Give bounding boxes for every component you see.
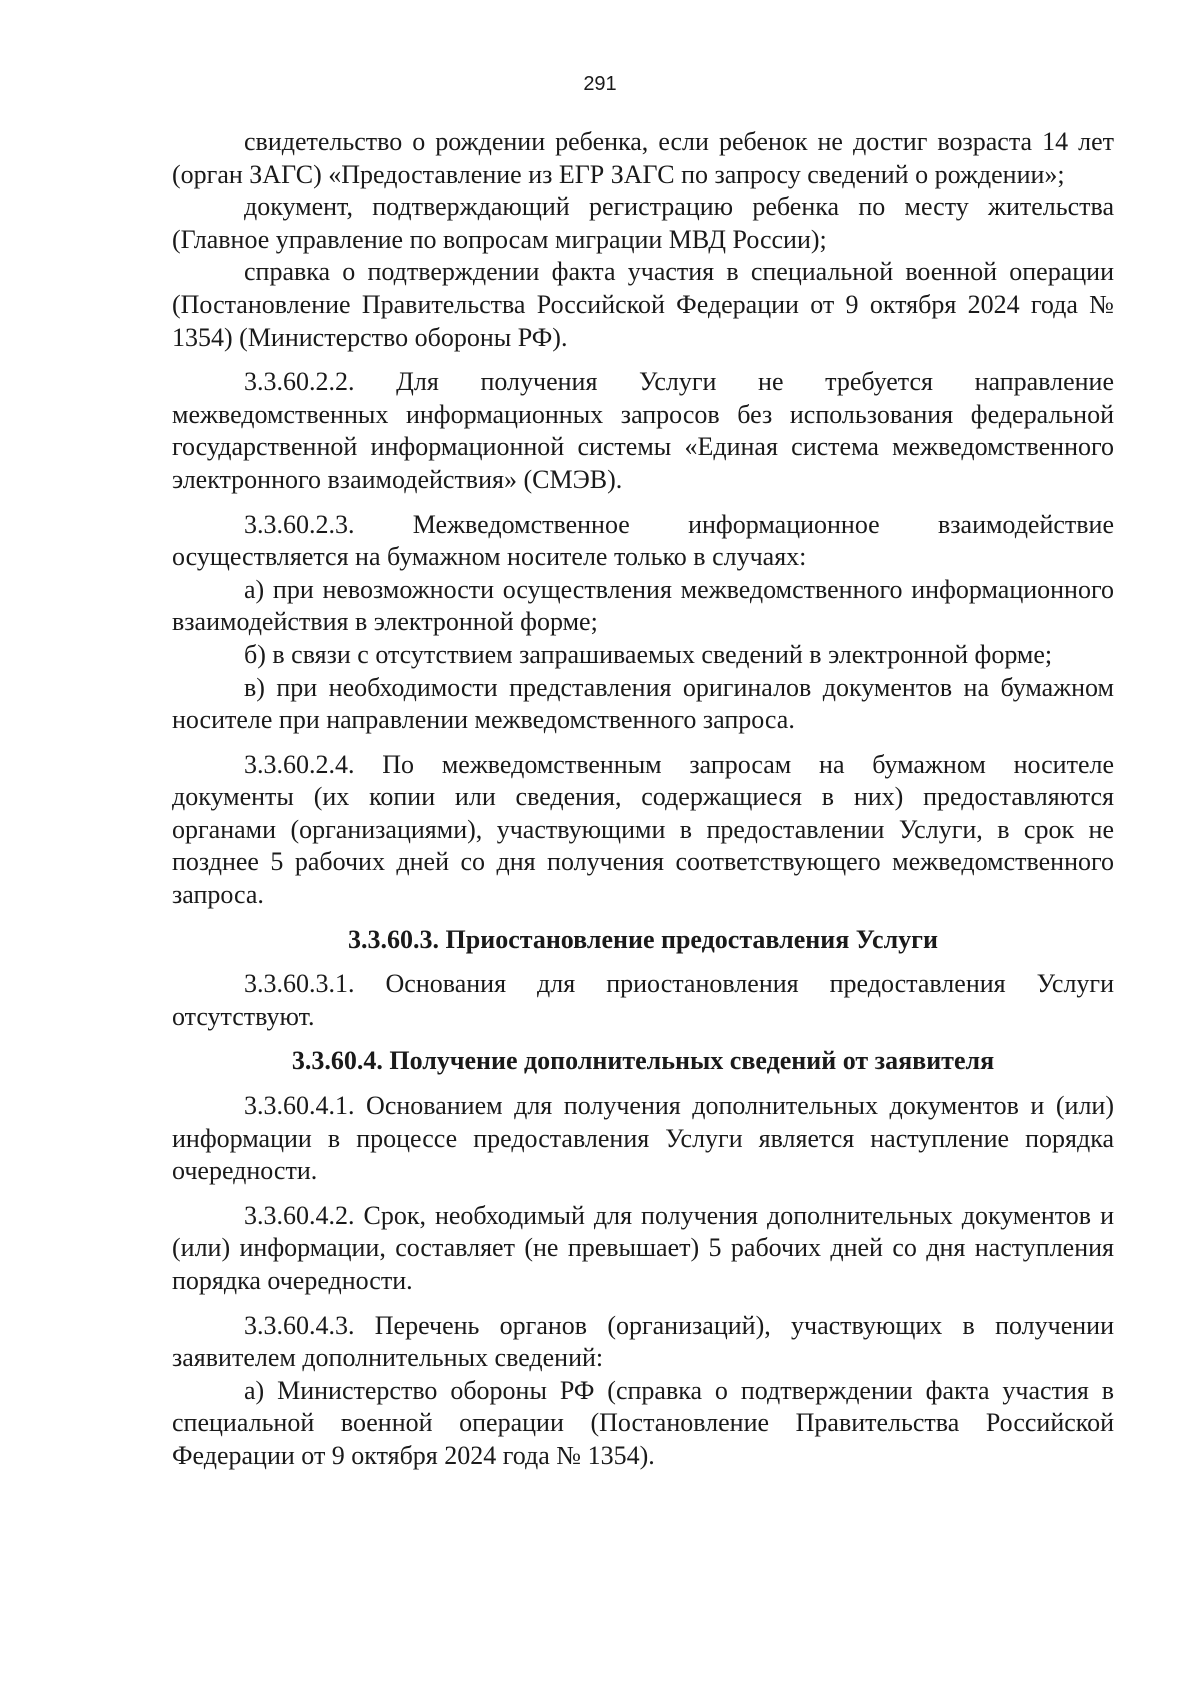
paragraph <box>172 574 1114 639</box>
clause-number: 3.3.60.3.1. <box>244 969 355 999</box>
paragraph-text: По межведомственным запросам на бумажном носителе документы (их копии или сведения, содержащиеся в них) предоставляются органами (организациями), участвующими в предоставлении Услуги, в срок не позднее 5 рабочих дней со дня получения соответствующего межведомственного запроса. <box>172 749 1115 910</box>
page-number: 291 <box>583 73 617 95</box>
paragraph-text: Основания для приостановления предоставления Услуги отсутствуют. <box>172 969 1115 1031</box>
clause-number: в) <box>244 672 265 702</box>
paragraph <box>172 1200 1114 1298</box>
paragraph-text: при необходимости представления оригиналов документов на бумажном носителе при направлении межведомственного запроса. <box>172 672 1114 735</box>
clause-number: 3.3.60.4.1. <box>244 1091 355 1121</box>
paragraph-text: Перечень органов (организаций), участвующих в получении заявителем дополнительных сведений: <box>172 1310 1114 1373</box>
paragraph <box>172 639 1114 672</box>
paragraph <box>172 1375 1114 1473</box>
paragraph-text: свидетельство о рождении ребенка, если ребенок не достиг возраста 14 лет (орган ЗАГС) «Предоставление из ЕГР ЗАГС по запросу сведений о рождении»; <box>172 127 1114 189</box>
section-heading: 3.3.60.4. Получение дополнительных сведений от заявителя <box>291 1046 995 1076</box>
document-body <box>172 126 1114 1473</box>
clause-number: 3.3.60.2.3. <box>244 509 355 539</box>
clause-number: а) <box>244 1375 265 1405</box>
clause-number: 3.3.60.4.3. <box>244 1310 355 1340</box>
paragraph-text: Срок, необходимый для получения дополнительных документов и (или) информации, составляет (не превышает) 5 рабочих дней со дня наступления порядка очередности. <box>172 1200 1114 1295</box>
section-heading: 3.3.60.3. Приостановление предоставления Услуги <box>348 924 938 954</box>
paragraph <box>172 1310 1114 1375</box>
paragraph <box>172 749 1114 912</box>
clause-number: 3.3.60.4.2. <box>244 1200 355 1230</box>
paragraph <box>172 191 1114 256</box>
paragraph <box>172 509 1114 574</box>
paragraph <box>172 256 1114 354</box>
paragraph-text: Министерство обороны РФ (справка о подтверждении факта участия в специальной военной операции (Постановление Правительства Российской Федерации от 9 октября 2024 года № 1354). <box>172 1375 1114 1470</box>
paragraph <box>172 968 1114 1033</box>
paragraph-text: документ, подтверждающий регистрацию ребенка по месту жительства (Главное управление по вопросам миграции МВД России); <box>172 192 1114 254</box>
paragraph <box>172 126 1114 191</box>
paragraph-text: при невозможности осуществления межведомственного информационного взаимодействия в электронной форме; <box>172 574 1114 637</box>
paragraph-text: Основанием для получения дополнительных документов и (или) информации в процессе предоставления Услуги является наступление порядка очередности. <box>172 1091 1115 1186</box>
clause-number: 3.3.60.2.4. <box>244 749 355 779</box>
paragraph-text: справка о подтверждении факта участия в специальной военной операции (Постановление Правительства Российской Федерации от 9 октября 2024 года № 1354) (Министерство обороны РФ). <box>172 257 1114 352</box>
paragraph <box>172 672 1114 737</box>
clause-number: а) <box>244 574 265 604</box>
paragraph <box>172 366 1114 496</box>
paragraph <box>172 1090 1114 1188</box>
clause-number: 3.3.60.2.2. <box>244 367 355 397</box>
clause-number: б) <box>244 639 266 669</box>
paragraph-text: Межведомственное информационное взаимодействие осуществляется на бумажном носителе только в случаях: <box>172 509 1115 572</box>
paragraph-text: в связи с отсутствием запрашиваемых сведений в электронной форме; <box>272 639 1053 669</box>
paragraph-text: Для получения Услуги не требуется направление межведомственных информационных запросов без использования федеральной государственной информационной системы «Единая система межведомственного электронного взаимодействия» (СМЭВ). <box>172 367 1114 494</box>
